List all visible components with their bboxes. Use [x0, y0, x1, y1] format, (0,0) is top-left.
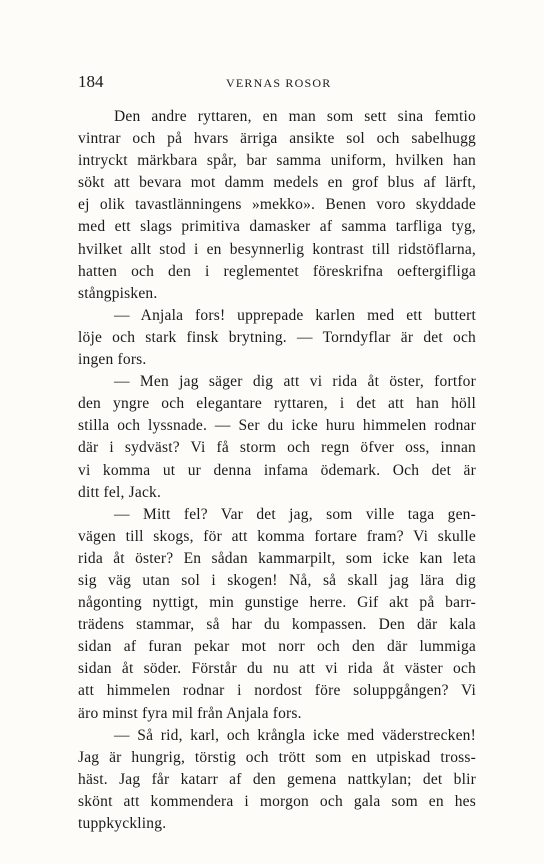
page-number: 184 — [78, 72, 104, 91]
text-line: äro minst fyra mil från Anjala fors. — [78, 704, 302, 722]
text-line: — Så rid, karl, och krångla icke med väderstrecken! — [114, 726, 476, 744]
text-line: hvilket allt stod i en besynnerlig kontrast till ridstöflarna, — [78, 240, 476, 258]
text-line: hatten och den i reglementet föreskrifna oeftergifliga — [78, 262, 476, 280]
text-line: ej olik tavastlänningens »mekko». Benen voro skyddade — [78, 196, 476, 214]
text-line: häst. Jag får katarr af den gemena nattkylan; det blir — [78, 770, 476, 788]
text-line: Den andre ryttaren, en man som sett sina femtio — [114, 108, 476, 125]
text-line: Jag är hungrig, törstig och trött som en utpiskad tross- — [78, 748, 476, 766]
text-line: vintrar och på hvars ärriga ansikte sol och sabelhugg — [78, 130, 476, 148]
text-line: med ett slags primitiva damasker af samma tarfliga tyg, — [78, 218, 476, 236]
text-line: att himmelen rodnar i nordost före soluppgången? Vi — [78, 682, 476, 700]
text-line: sig väg utan sol i skogen! Nå, så skall jag lära dig — [78, 571, 476, 589]
text-line: ingen fors. — [78, 351, 147, 369]
text-line: vi komma ut ur denna infama ödemark. Och det är — [78, 461, 476, 479]
text-line: stångpisken. — [78, 284, 158, 302]
text-line: — Anjala fors! upprepade karlen med ett buttert — [114, 306, 476, 324]
text-line: rida åt öster? En sådan kammarpilt, som icke kan leta — [78, 549, 476, 567]
text-line: — Mitt fel? Var det jag, som ville taga gen- — [114, 505, 476, 523]
text-line: skönt att kommendera i morgon och gala som en hes — [78, 792, 476, 810]
text-line: trädens stammar, så har du kompassen. Den där kala — [78, 616, 476, 634]
text-line: ditt fel, Jack. — [78, 483, 162, 501]
text-line: löje och stark finsk brytning. — Torndyflar är det och — [78, 328, 476, 346]
book-page — [78, 72, 476, 835]
text-line: vägen till skogs, för att komma fortare fram? Vi skulle — [78, 527, 476, 545]
text-line: — Men jag säger dig att vi rida åt öster, fortfor — [114, 373, 476, 391]
text-line: intryckt märkbara spår, bar samma uniform, hvilken han — [78, 152, 476, 170]
text-line: sökt att bevara mot damm medels en grof blus af lärft, — [78, 174, 476, 192]
body-text — [78, 106, 476, 835]
text-line: sidan åt söder. Förstår du nu att vi rida åt väster och — [78, 660, 476, 678]
text-line: där i sydväst? Vi få storm och regn öfver oss, innan — [78, 439, 476, 457]
text-line: tuppkyckling. — [78, 815, 167, 832]
text-line: någonting nyttigt, min gunstige herre. Gif akt på barr- — [78, 594, 476, 612]
text-line: den yngre och elegantare ryttaren, i det att han höll — [78, 395, 476, 413]
page-header — [78, 72, 476, 96]
text-line: stilla och lyssnade. — Ser du icke huru himmelen rodnar — [78, 417, 476, 435]
text-line: sidan af furan pekar mot norr och den där lummiga — [78, 638, 476, 656]
running-head: VERNAS ROSOR — [226, 76, 332, 90]
